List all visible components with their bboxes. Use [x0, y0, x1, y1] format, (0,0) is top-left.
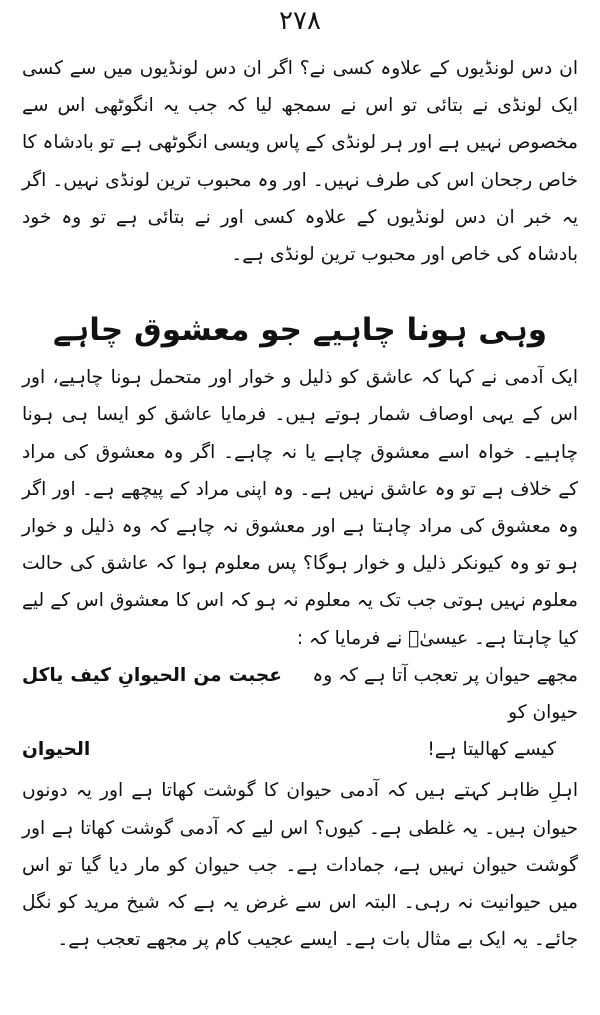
quote-translation-line-1: مجھے حیوان پر تعجب آتا ہے کہ وہ حیوان کو [312, 664, 578, 724]
quote-translation-line-2: کیسے کھالیتا ہے! [427, 739, 556, 761]
section-heading: وہی ہونا چاہیے جو معشوق چاہے [52, 312, 548, 349]
paragraph-2: ایک آدمی نے کہا کہ عاشق کو ذلیل و خوار اور متحمل ہونا چاہیے، اور اس کے یہی اوصاف شمار ہوتے ہیں۔ فرمایا عاشق کو ایسا ہی ہونا چاہیے۔ خواہ اسے معشوق چاہے یا نہ چاہے۔ اگر وہ معشوق کی مراد کے خلاف ہے تو وہ عاشق نہیں ہے۔ وہ اپنی مراد کے پیچھے ہے۔ اور اگر وہ معشوق کی مراد چاہتا ہے اور معشوق نہ چاہے کہ وہ ذلیل و خوار ہو تو وہ کیونکر ذلیل و خوار ہوگا؟ پس معلوم ہوا کہ عاشق کی حالت معلوم نہیں ہوتی جب تک یہ معلوم نہ ہو کہ اس کا معشوق اس کے لیے کیا چاہتا ہے۔ عیسیٰؑ نے فرمایا کہ : [22, 367, 578, 649]
page-number: ۲۷۸ [279, 6, 321, 36]
quote-arabic-line-1: عجبت من الحیوانِ کیف یاکل [22, 664, 282, 686]
quote-arabic-line-2: الحیوان [22, 739, 91, 761]
paragraph-3: اہلِ ظاہر کہتے ہیں کہ آدمی حیوان کا گوشت کھاتا ہے اور یہ دونوں حیوان ہیں۔ یہ غلطی ہے۔ کیوں؟ اس لیے کہ آدمی گوشت کھاتا ہے اور گوشت حیوان نہیں ہے، جمادات ہے۔ جب حیوان کو مار دیا گیا تو اس میں حیوانیت نہ رہی۔ البتہ اس سے غرض یہ ہے کہ شیخ مرید کو نگل جائے۔ یہ ایک بے مثال بات ہے۔ ایسے عجیب کام پر مجھے تعجب ہے۔ [22, 780, 578, 951]
quote-row-1 [22, 657, 578, 731]
paragraph-1: ان دس لونڈیوں کے علاوہ کسی نے؟ اگر ان دس لونڈیوں میں سے کسی ایک لونڈی نے بتائی تو اس نے سمجھ لیا کہ جب یہ انگوٹھی اس سے مخصوص نہیں ہے اور ہر لونڈی کے پاس ویسی انگوٹھی ہے تو بادشاہ کا خاص رجحان اس کی طرف نہیں۔ اور وہ محبوب ترین لونڈی نہیں۔ اگر یہ خبر ان دس لونڈیوں کے علاوہ کسی اور نے بتائی ہے تو وہ خود بادشاہ کی خاص اور محبوب ترین لونڈی ہے۔ [22, 58, 578, 266]
quote-block [22, 657, 578, 769]
quote-row-2 [22, 731, 578, 768]
